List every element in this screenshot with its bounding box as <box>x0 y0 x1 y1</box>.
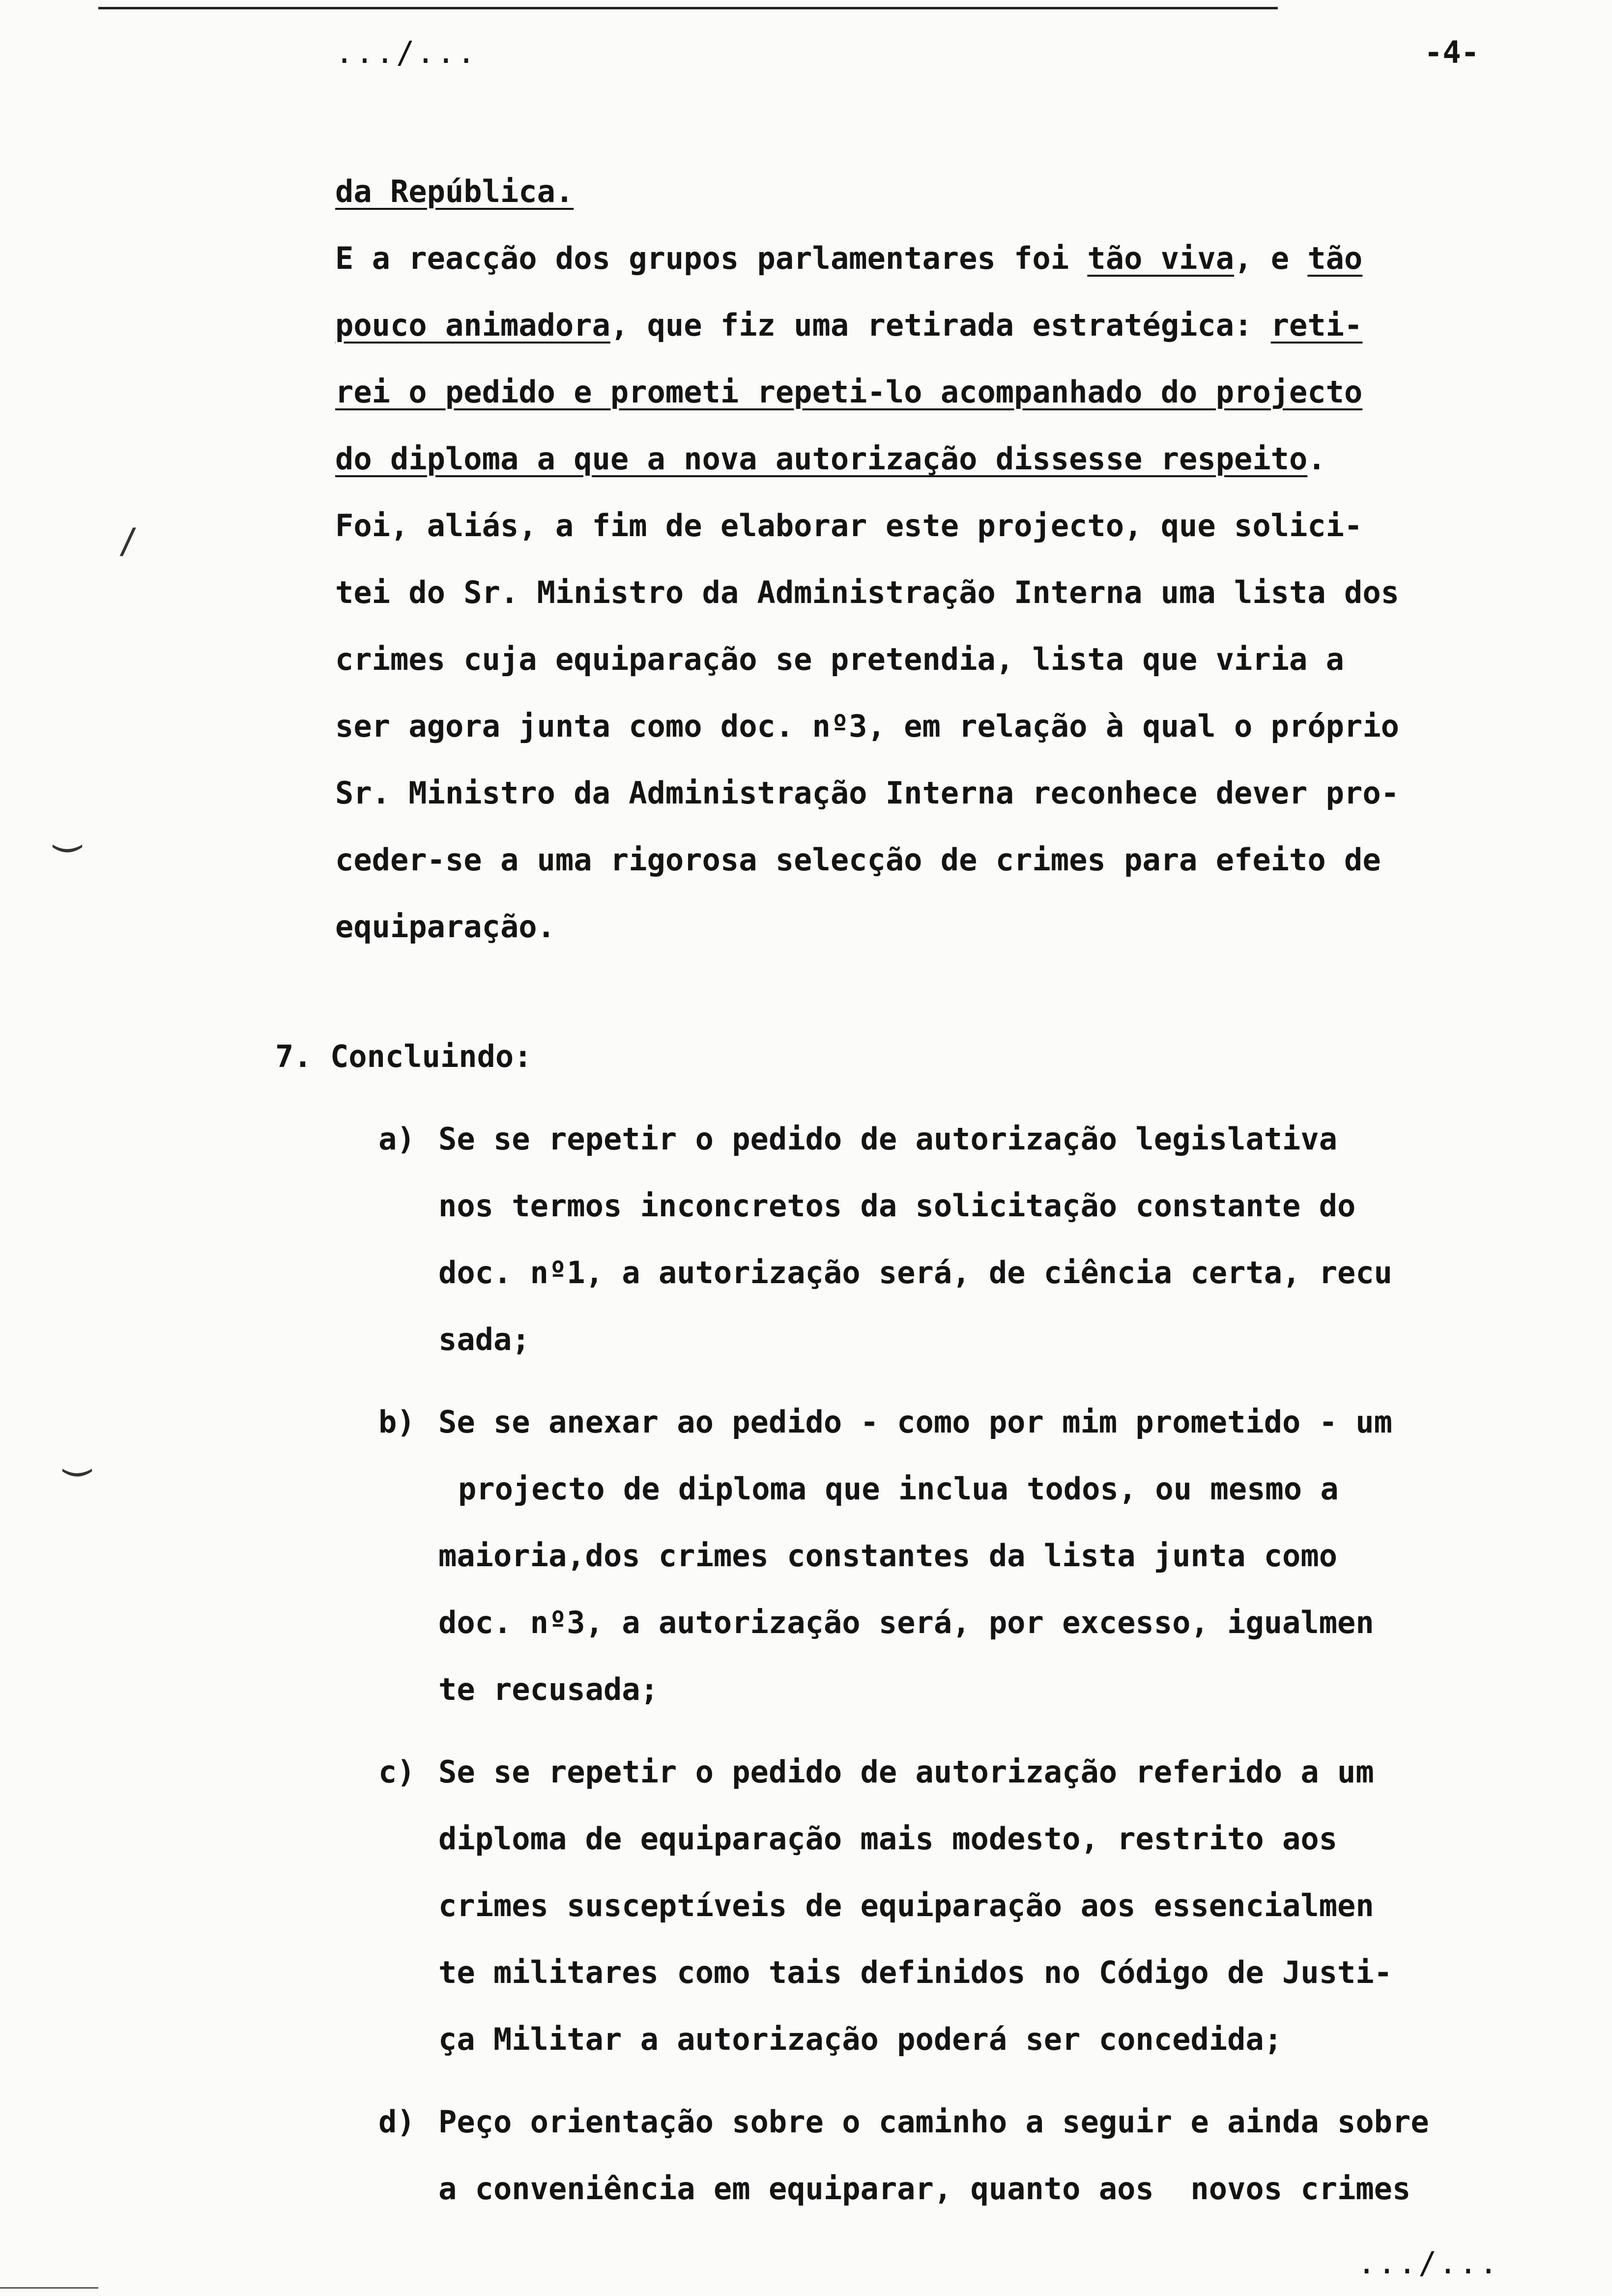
underlined-text: tão viva <box>1087 240 1235 276</box>
list-item-line: a conveniência em equiparar, quanto aos novos crimes <box>438 2171 1411 2207</box>
list-item-line: projecto de diploma que inclua todos, ou mesmo a <box>458 1471 1339 1507</box>
list-marker: a) <box>378 1121 415 1157</box>
list-item-line: Se se repetir o pedido de autorização referido a um <box>438 1754 1374 1790</box>
list-item-line: maioria,dos crimes constantes da lista junta como <box>438 1538 1338 1574</box>
list-item-line: Se se anexar ao pedido - como por mim prometido - um <box>438 1404 1393 1440</box>
underlined-text: pouco animadora <box>335 307 610 343</box>
list-marker: c) <box>378 1754 415 1790</box>
text-run: . <box>1307 441 1326 477</box>
paragraph-line <box>335 240 1362 277</box>
list-item-line: diploma de equiparação mais modesto, restrito aos <box>438 1821 1338 1857</box>
bottom-rule <box>0 2287 98 2289</box>
top-rule <box>98 7 1278 9</box>
paragraph-line: ceder-se a uma rigorosa selecção de crimes para efeito de <box>335 842 1381 878</box>
list-item-line: doc. nº3, a autorização será, por excesso, igualmen <box>438 1605 1374 1640</box>
list-item-line: ça Militar a autorização poderá ser concedida; <box>438 2021 1283 2057</box>
continuation-mark-bottom: .../... <box>1357 2245 1500 2281</box>
paragraph-line: ser agora junta como doc. nº3, em relação à qual o próprio <box>335 708 1399 744</box>
section-heading: 7. Concluindo: <box>275 1038 532 1074</box>
underlined-text: da República. <box>335 173 574 209</box>
paragraph-line: crimes cuja equiparação se pretendia, lista que viria a <box>335 641 1344 677</box>
list-item-line: Peço orientação sobre o caminho a seguir e ainda sobre <box>438 2104 1429 2140</box>
text-run: E a reacção dos grupos parlamentares foi <box>335 240 1088 276</box>
margin-slash-mark: / <box>118 521 139 561</box>
underlined-text: do diploma a que a nova autorização dissesse respeito <box>335 441 1308 477</box>
page-number: -4- <box>1424 34 1479 70</box>
paragraph-line: Sr. Ministro da Administração Interna reconhece dever pro- <box>335 775 1399 811</box>
list-item-line: crimes susceptíveis de equiparação aos essencialmen <box>438 1888 1374 1923</box>
list-item-line: doc. nº1, a autorização será, de ciência certa, recu <box>438 1255 1393 1291</box>
list-item-line: te recusada; <box>438 1671 659 1707</box>
list-marker: d) <box>378 2104 415 2140</box>
continuation-mark-top: .../... <box>335 34 478 70</box>
paragraph-line <box>335 307 1362 344</box>
text-run: , que fiz uma retirada estratégica: <box>610 307 1271 343</box>
underlined-text: rei o pedido e prometi repeti-lo acompanhado do projecto <box>335 374 1363 410</box>
paragraph-line: tei do Sr. Ministro da Administração Interna uma lista dos <box>335 574 1399 610</box>
underlined-text: tão <box>1307 240 1363 276</box>
paragraph-line: Foi, aliás, a fim de elaborar este projecto, que solici- <box>335 508 1363 544</box>
text-run: , e <box>1234 240 1308 276</box>
list-item-line: sada; <box>438 1321 530 1357</box>
paragraph-line <box>335 173 574 210</box>
underlined-text: reti- <box>1270 307 1363 343</box>
paragraph-line: equiparação. <box>335 909 555 945</box>
list-marker: b) <box>378 1404 415 1440</box>
paragraph-line <box>335 440 1326 478</box>
paragraph-line <box>335 373 1362 411</box>
list-item-line: Se se repetir o pedido de autorização legislativa <box>438 1121 1338 1157</box>
margin-curve-mark-2: ‿ <box>64 1425 91 1477</box>
margin-curve-mark: ‿ <box>54 801 81 853</box>
list-item-line: nos termos inconcretos da solicitação constante do <box>438 1188 1356 1224</box>
list-item-line: te militares como tais definidos no Código de Justi- <box>438 1954 1393 1990</box>
